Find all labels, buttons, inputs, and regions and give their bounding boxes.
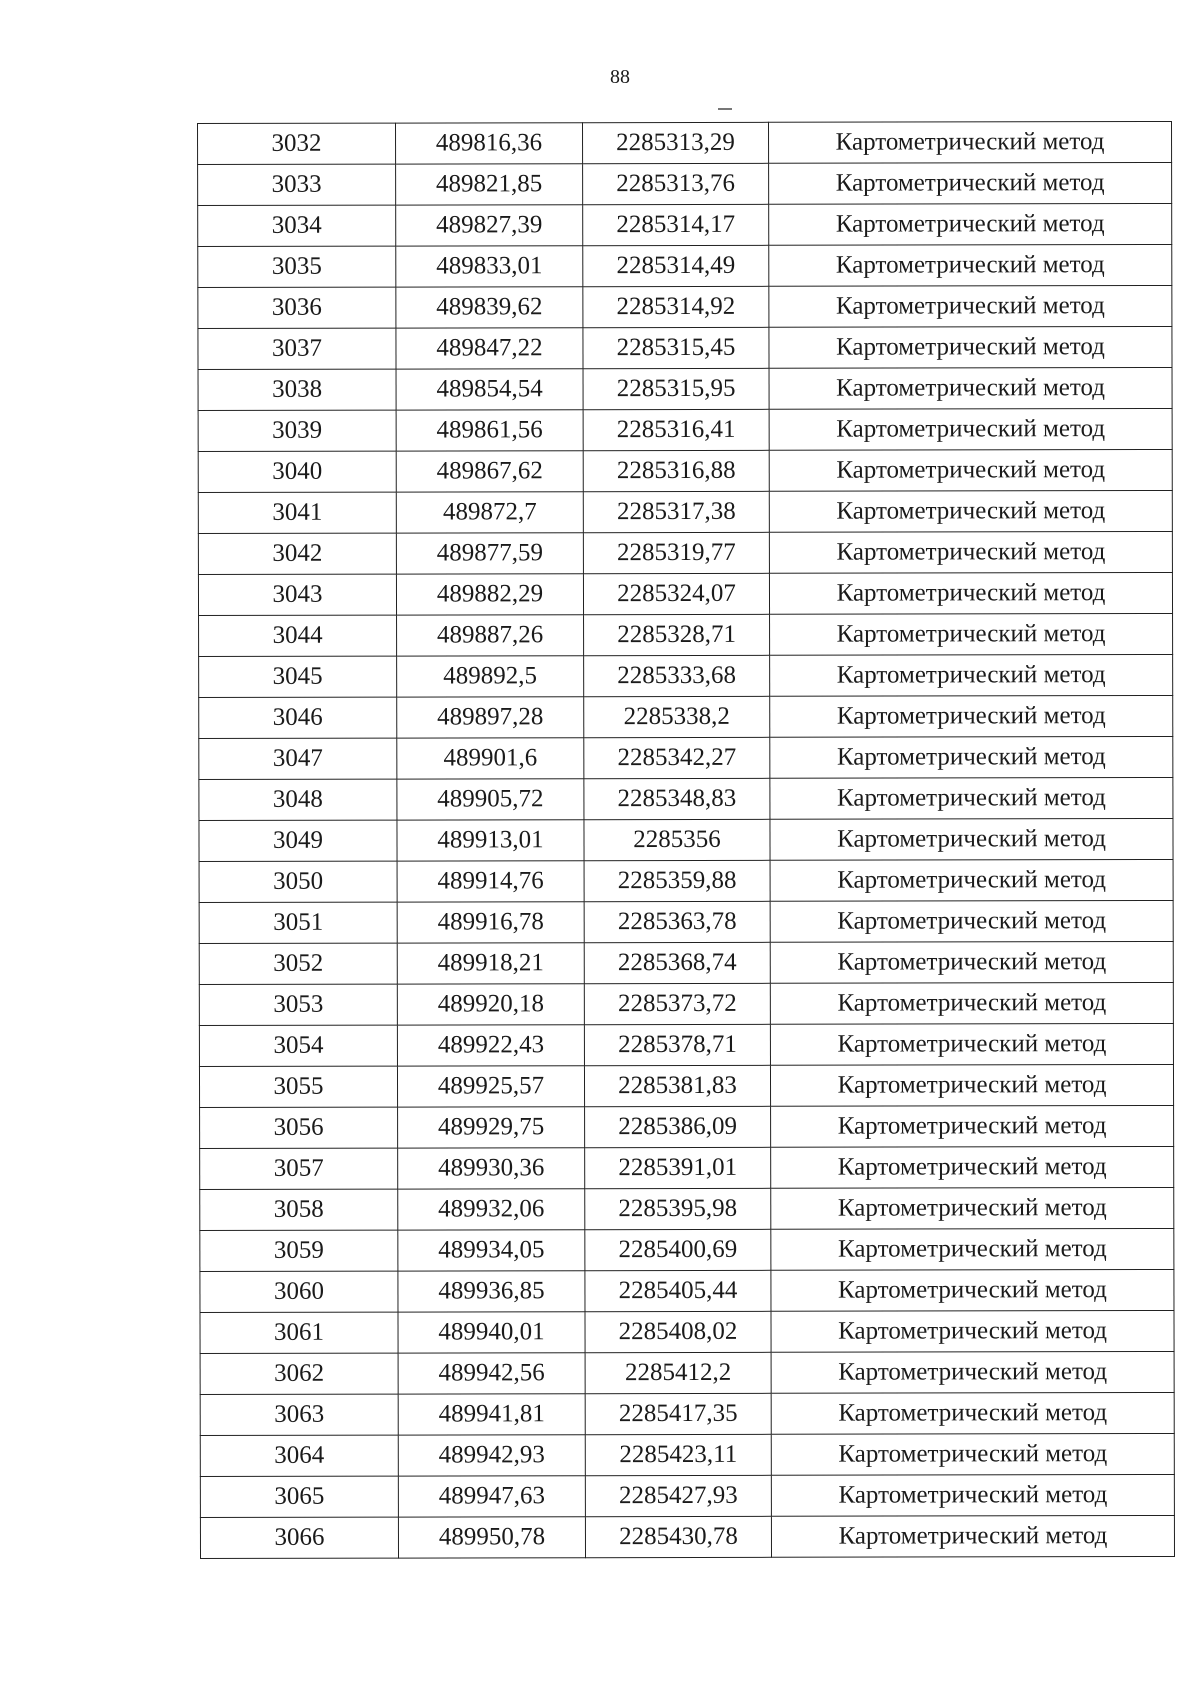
x-coordinate-cell: 489901,6 bbox=[397, 738, 584, 779]
y-coordinate-cell: 2285316,88 bbox=[583, 450, 769, 491]
method-cell: Картометрический метод bbox=[769, 285, 1172, 327]
x-coordinate-cell: 489947,63 bbox=[398, 1476, 585, 1517]
y-coordinate-cell: 2285338,2 bbox=[584, 696, 770, 737]
y-coordinate-cell: 2285313,76 bbox=[583, 163, 769, 204]
x-coordinate-cell: 489821,85 bbox=[396, 164, 583, 205]
y-coordinate-cell: 2285368,74 bbox=[584, 942, 770, 983]
y-coordinate-cell: 2285400,69 bbox=[585, 1229, 771, 1270]
table-row bbox=[198, 285, 1172, 328]
method-cell: Картометрический метод bbox=[771, 1228, 1174, 1270]
point-number-cell: 3046 bbox=[199, 697, 397, 738]
method-cell: Картометрический метод bbox=[771, 1310, 1174, 1352]
point-number-cell: 3045 bbox=[199, 656, 397, 697]
table-row bbox=[199, 695, 1173, 738]
x-coordinate-cell: 489916,78 bbox=[397, 902, 584, 943]
x-coordinate-cell: 489839,62 bbox=[396, 287, 583, 328]
method-cell: Картометрический метод bbox=[770, 695, 1173, 737]
method-cell: Картометрический метод bbox=[770, 1023, 1173, 1065]
table-row bbox=[200, 1474, 1174, 1517]
x-coordinate-cell: 489932,06 bbox=[398, 1189, 585, 1230]
y-coordinate-cell: 2285363,78 bbox=[584, 901, 770, 942]
table-row bbox=[199, 941, 1173, 984]
x-coordinate-cell: 489867,62 bbox=[396, 451, 583, 492]
y-coordinate-cell: 2285405,44 bbox=[585, 1270, 771, 1311]
y-coordinate-cell: 2285317,38 bbox=[583, 491, 769, 532]
point-number-cell: 3042 bbox=[198, 533, 396, 574]
table-row bbox=[198, 572, 1172, 615]
x-coordinate-cell: 489942,93 bbox=[398, 1435, 585, 1476]
table-row bbox=[200, 1433, 1174, 1476]
y-coordinate-cell: 2285395,98 bbox=[585, 1188, 771, 1229]
method-cell: Картометрический метод bbox=[769, 408, 1172, 450]
method-cell: Картометрический метод bbox=[768, 121, 1171, 163]
y-coordinate-cell: 2285348,83 bbox=[584, 778, 770, 819]
point-number-cell: 3058 bbox=[200, 1189, 398, 1230]
y-coordinate-cell: 2285314,49 bbox=[583, 245, 769, 286]
method-cell: Картометрический метод bbox=[771, 1474, 1174, 1516]
method-cell: Картометрический метод bbox=[770, 941, 1173, 983]
table-row bbox=[198, 367, 1172, 410]
x-coordinate-cell: 489897,28 bbox=[397, 697, 584, 738]
method-cell: Картометрический метод bbox=[771, 1105, 1174, 1147]
method-cell: Картометрический метод bbox=[769, 449, 1172, 491]
scan-mark bbox=[718, 108, 732, 110]
point-number-cell: 3047 bbox=[199, 738, 397, 779]
y-coordinate-cell: 2285427,93 bbox=[585, 1475, 771, 1516]
x-coordinate-cell: 489872,7 bbox=[396, 492, 583, 533]
method-cell: Картометрический метод bbox=[770, 900, 1173, 942]
method-cell: Картометрический метод bbox=[770, 1064, 1173, 1106]
table-row bbox=[198, 449, 1172, 492]
x-coordinate-cell: 489941,81 bbox=[398, 1394, 585, 1435]
y-coordinate-cell: 2285412,2 bbox=[585, 1352, 771, 1393]
x-coordinate-cell: 489861,56 bbox=[396, 410, 583, 451]
x-coordinate-cell: 489934,05 bbox=[398, 1230, 585, 1271]
table-row bbox=[198, 326, 1172, 369]
table-row bbox=[199, 654, 1173, 697]
point-number-cell: 3054 bbox=[199, 1025, 397, 1066]
y-coordinate-cell: 2285342,27 bbox=[584, 737, 770, 778]
point-number-cell: 3059 bbox=[200, 1230, 398, 1271]
method-cell: Картометрический метод bbox=[770, 613, 1173, 655]
coordinates-table-body bbox=[198, 121, 1175, 1558]
table-row bbox=[199, 859, 1173, 902]
x-coordinate-cell: 489882,29 bbox=[396, 574, 583, 615]
point-number-cell: 3036 bbox=[198, 287, 396, 328]
method-cell: Картометрический метод bbox=[771, 1433, 1174, 1475]
point-number-cell: 3061 bbox=[200, 1312, 398, 1353]
table-row bbox=[199, 982, 1173, 1025]
table-row bbox=[199, 613, 1173, 656]
point-number-cell: 3063 bbox=[200, 1394, 398, 1435]
y-coordinate-cell: 2285314,92 bbox=[583, 286, 769, 327]
x-coordinate-cell: 489892,5 bbox=[397, 656, 584, 697]
table-row bbox=[200, 1269, 1174, 1312]
point-number-cell: 3057 bbox=[200, 1148, 398, 1189]
table-row bbox=[199, 736, 1173, 779]
y-coordinate-cell: 2285417,35 bbox=[585, 1393, 771, 1434]
x-coordinate-cell: 489816,36 bbox=[396, 123, 583, 164]
y-coordinate-cell: 2285315,95 bbox=[583, 368, 769, 409]
y-coordinate-cell: 2285391,01 bbox=[585, 1147, 771, 1188]
point-number-cell: 3043 bbox=[198, 574, 396, 615]
table-row bbox=[198, 531, 1172, 574]
method-cell: Картометрический метод bbox=[770, 654, 1173, 696]
method-cell: Картометрический метод bbox=[771, 1351, 1174, 1393]
x-coordinate-cell: 489827,39 bbox=[396, 205, 583, 246]
method-cell: Картометрический метод bbox=[771, 1392, 1174, 1434]
x-coordinate-cell: 489913,01 bbox=[397, 820, 584, 861]
y-coordinate-cell: 2285381,83 bbox=[584, 1065, 770, 1106]
method-cell: Картометрический метод bbox=[771, 1146, 1174, 1188]
point-number-cell: 3062 bbox=[200, 1353, 398, 1394]
point-number-cell: 3056 bbox=[200, 1107, 398, 1148]
point-number-cell: 3051 bbox=[199, 902, 397, 943]
y-coordinate-cell: 2285430,78 bbox=[585, 1516, 771, 1557]
point-number-cell: 3039 bbox=[198, 410, 396, 451]
table-row bbox=[198, 162, 1172, 205]
method-cell: Картометрический метод bbox=[770, 818, 1173, 860]
table-row bbox=[198, 203, 1172, 246]
y-coordinate-cell: 2285313,29 bbox=[583, 122, 769, 163]
table-row bbox=[200, 1392, 1174, 1435]
y-coordinate-cell: 2285316,41 bbox=[583, 409, 769, 450]
method-cell: Картометрический метод bbox=[769, 162, 1172, 204]
method-cell: Картометрический метод bbox=[771, 1187, 1174, 1229]
point-number-cell: 3052 bbox=[199, 943, 397, 984]
y-coordinate-cell: 2285324,07 bbox=[583, 573, 769, 614]
y-coordinate-cell: 2285378,71 bbox=[584, 1024, 770, 1065]
y-coordinate-cell: 2285359,88 bbox=[584, 860, 770, 901]
y-coordinate-cell: 2285386,09 bbox=[585, 1106, 771, 1147]
x-coordinate-cell: 489905,72 bbox=[397, 779, 584, 820]
x-coordinate-cell: 489930,36 bbox=[398, 1148, 585, 1189]
table-row bbox=[200, 1146, 1174, 1189]
table-row bbox=[199, 1023, 1173, 1066]
point-number-cell: 3050 bbox=[199, 861, 397, 902]
point-number-cell: 3044 bbox=[199, 615, 397, 656]
method-cell: Картометрический метод bbox=[769, 490, 1172, 532]
y-coordinate-cell: 2285408,02 bbox=[585, 1311, 771, 1352]
y-coordinate-cell: 2285314,17 bbox=[583, 204, 769, 245]
method-cell: Картометрический метод bbox=[771, 1515, 1174, 1557]
method-cell: Картометрический метод bbox=[770, 859, 1173, 901]
table-row bbox=[198, 408, 1172, 451]
x-coordinate-cell: 489918,21 bbox=[397, 943, 584, 984]
x-coordinate-cell: 489833,01 bbox=[396, 246, 583, 287]
point-number-cell: 3066 bbox=[200, 1517, 398, 1558]
x-coordinate-cell: 489914,76 bbox=[397, 861, 584, 902]
x-coordinate-cell: 489925,57 bbox=[397, 1066, 584, 1107]
point-number-cell: 3032 bbox=[198, 123, 396, 164]
x-coordinate-cell: 489940,01 bbox=[398, 1312, 585, 1353]
y-coordinate-cell: 2285423,11 bbox=[585, 1434, 771, 1475]
point-number-cell: 3064 bbox=[200, 1435, 398, 1476]
table-row bbox=[199, 900, 1173, 943]
x-coordinate-cell: 489936,85 bbox=[398, 1271, 585, 1312]
table-row bbox=[199, 1064, 1173, 1107]
method-cell: Картометрический метод bbox=[770, 777, 1173, 819]
x-coordinate-cell: 489887,26 bbox=[397, 615, 584, 656]
method-cell: Картометрический метод bbox=[769, 572, 1172, 614]
point-number-cell: 3040 bbox=[198, 451, 396, 492]
point-number-cell: 3033 bbox=[198, 164, 396, 205]
method-cell: Картометрический метод bbox=[769, 203, 1172, 245]
coordinates-table bbox=[197, 121, 1175, 1559]
point-number-cell: 3037 bbox=[198, 328, 396, 369]
x-coordinate-cell: 489950,78 bbox=[398, 1517, 585, 1558]
table-row bbox=[200, 1515, 1174, 1558]
point-number-cell: 3055 bbox=[199, 1066, 397, 1107]
y-coordinate-cell: 2285315,45 bbox=[583, 327, 769, 368]
point-number-cell: 3035 bbox=[198, 246, 396, 287]
method-cell: Картометрический метод bbox=[770, 736, 1173, 778]
point-number-cell: 3053 bbox=[199, 984, 397, 1025]
page-number: 88 bbox=[610, 66, 630, 88]
table-row bbox=[199, 818, 1173, 861]
method-cell: Картометрический метод bbox=[769, 326, 1172, 368]
method-cell: Картометрический метод bbox=[771, 1269, 1174, 1311]
method-cell: Картометрический метод bbox=[769, 244, 1172, 286]
point-number-cell: 3038 bbox=[198, 369, 396, 410]
table-row bbox=[198, 490, 1172, 533]
table-row bbox=[200, 1351, 1174, 1394]
method-cell: Картометрический метод bbox=[770, 982, 1173, 1024]
x-coordinate-cell: 489877,59 bbox=[396, 533, 583, 574]
y-coordinate-cell: 2285333,68 bbox=[584, 655, 770, 696]
point-number-cell: 3048 bbox=[199, 779, 397, 820]
table-row bbox=[200, 1310, 1174, 1353]
y-coordinate-cell: 2285328,71 bbox=[584, 614, 770, 655]
table-row bbox=[200, 1105, 1174, 1148]
x-coordinate-cell: 489847,22 bbox=[396, 328, 583, 369]
point-number-cell: 3049 bbox=[199, 820, 397, 861]
table-row bbox=[200, 1228, 1174, 1271]
x-coordinate-cell: 489920,18 bbox=[397, 984, 584, 1025]
method-cell: Картометрический метод bbox=[769, 531, 1172, 573]
point-number-cell: 3034 bbox=[198, 205, 396, 246]
method-cell: Картометрический метод bbox=[769, 367, 1172, 409]
y-coordinate-cell: 2285373,72 bbox=[584, 983, 770, 1024]
x-coordinate-cell: 489854,54 bbox=[396, 369, 583, 410]
table-row bbox=[199, 777, 1173, 820]
table-row bbox=[198, 121, 1172, 164]
point-number-cell: 3041 bbox=[198, 492, 396, 533]
point-number-cell: 3065 bbox=[200, 1476, 398, 1517]
table-row bbox=[200, 1187, 1174, 1230]
y-coordinate-cell: 2285356 bbox=[584, 819, 770, 860]
point-number-cell: 3060 bbox=[200, 1271, 398, 1312]
x-coordinate-cell: 489929,75 bbox=[398, 1107, 585, 1148]
y-coordinate-cell: 2285319,77 bbox=[583, 532, 769, 573]
x-coordinate-cell: 489942,56 bbox=[398, 1353, 585, 1394]
table-row bbox=[198, 244, 1172, 287]
x-coordinate-cell: 489922,43 bbox=[397, 1025, 584, 1066]
